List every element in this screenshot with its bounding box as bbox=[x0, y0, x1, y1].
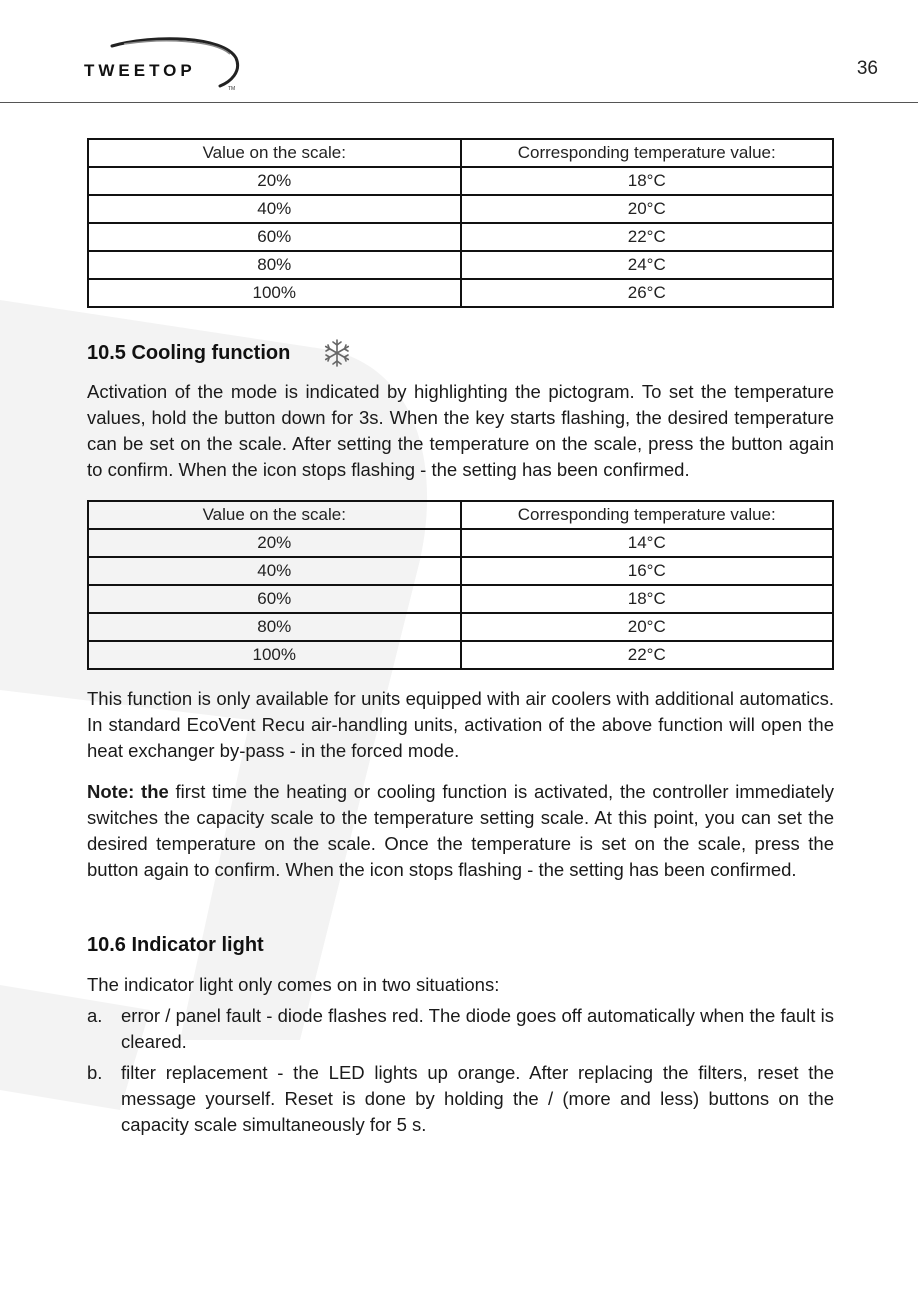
tweetop-logo bbox=[84, 36, 244, 92]
table-cell: 26°C bbox=[461, 279, 834, 307]
table-row bbox=[88, 557, 833, 585]
availability-note: This function is only available for units equipped with air coolers with additional automatics. In standard EcoVent Recu air-handling units, activation of the above function will open the heat exchanger by-pass - in the forced mode. bbox=[87, 688, 834, 761]
list-marker: a. bbox=[87, 1005, 103, 1026]
table-cell: 100% bbox=[88, 641, 461, 669]
table-row bbox=[88, 223, 833, 251]
table-cell: 40% bbox=[88, 195, 461, 223]
table-header-cell: Value on the scale: bbox=[88, 139, 461, 167]
table-cell: 80% bbox=[88, 613, 461, 641]
list-item-text: filter replacement - the LED lights up orange. After replacing the filters, reset the message yourself. Reset is done by holding the / (more and less) buttons on the capacity scale simultaneously for 5 s. bbox=[121, 1062, 834, 1135]
table-header-row bbox=[88, 501, 833, 529]
table-cell: 18°C bbox=[461, 585, 834, 613]
table-cell: 14°C bbox=[461, 529, 834, 557]
note-label: Note: the bbox=[87, 781, 169, 802]
section-heading-cooling: 10.5 Cooling function bbox=[87, 341, 291, 364]
table-cell: 100% bbox=[88, 279, 461, 307]
table-cell: 20°C bbox=[461, 195, 834, 223]
table-cell: 18°C bbox=[461, 167, 834, 195]
table-row bbox=[88, 641, 833, 669]
table-cell: 24°C bbox=[461, 251, 834, 279]
table-cell: 20°C bbox=[461, 613, 834, 641]
list-item-text: error / panel fault - diode flashes red. The diode goes off automatically when the fault is cleared. bbox=[121, 1005, 834, 1052]
svg-text:TM: TM bbox=[228, 86, 236, 92]
snowflake-icon bbox=[322, 338, 352, 368]
heating-scale-table bbox=[87, 138, 834, 308]
table-cell: 20% bbox=[88, 529, 461, 557]
cooling-description: Activation of the mode is indicated by highlighting the pictogram. To set the temperature values, hold the button down for 3s. When the key starts flashing, the desired temperature can be set on the scale. After setting the temperature on the scale, press the button again to confirm. When the icon stops flashing - the setting has been confirmed. bbox=[87, 381, 834, 480]
table-cell: 20% bbox=[88, 167, 461, 195]
table-row bbox=[88, 585, 833, 613]
section-heading-indicator: 10.6 Indicator light bbox=[87, 934, 264, 956]
table-header-cell: Value on the scale: bbox=[88, 501, 461, 529]
table-cell: 22°C bbox=[461, 223, 834, 251]
table-row bbox=[88, 279, 833, 307]
table-row bbox=[88, 195, 833, 223]
note-text: first time the heating or cooling function is activated, the controller immediately switches the capacity scale to the temperature setting scale. At this point, you can set the desired temperature on the scale. Once the temperature is set on the scale, press the button again to confirm. When the icon stops flashing - the setting has been confirmed. bbox=[87, 781, 834, 880]
cooling-scale-table bbox=[87, 500, 834, 670]
table-cell: 40% bbox=[88, 557, 461, 585]
table-row bbox=[88, 613, 833, 641]
list-item bbox=[87, 1003, 834, 1055]
cooling-heading-row bbox=[87, 339, 834, 367]
table-cell: 80% bbox=[88, 251, 461, 279]
table-cell: 22°C bbox=[461, 641, 834, 669]
indicator-intro: The indicator light only comes on in two situations: bbox=[87, 974, 500, 995]
page-number: 36 bbox=[856, 58, 878, 79]
page-content bbox=[87, 138, 834, 1138]
logo-text: TWEETOP bbox=[84, 61, 196, 80]
table-header-cell: Corresponding temperature value: bbox=[461, 501, 834, 529]
table-row bbox=[88, 251, 833, 279]
list-item bbox=[87, 1060, 834, 1138]
table-row bbox=[88, 529, 833, 557]
header-rule bbox=[0, 102, 918, 103]
table-cell: 16°C bbox=[461, 557, 834, 585]
table-header-cell: Corresponding temperature value: bbox=[461, 139, 834, 167]
table-row bbox=[88, 167, 833, 195]
list-marker: b. bbox=[87, 1062, 103, 1083]
important-note bbox=[87, 779, 834, 883]
table-cell: 60% bbox=[88, 585, 461, 613]
table-header-row bbox=[88, 139, 833, 167]
table-cell: 60% bbox=[88, 223, 461, 251]
page-header bbox=[0, 0, 920, 104]
